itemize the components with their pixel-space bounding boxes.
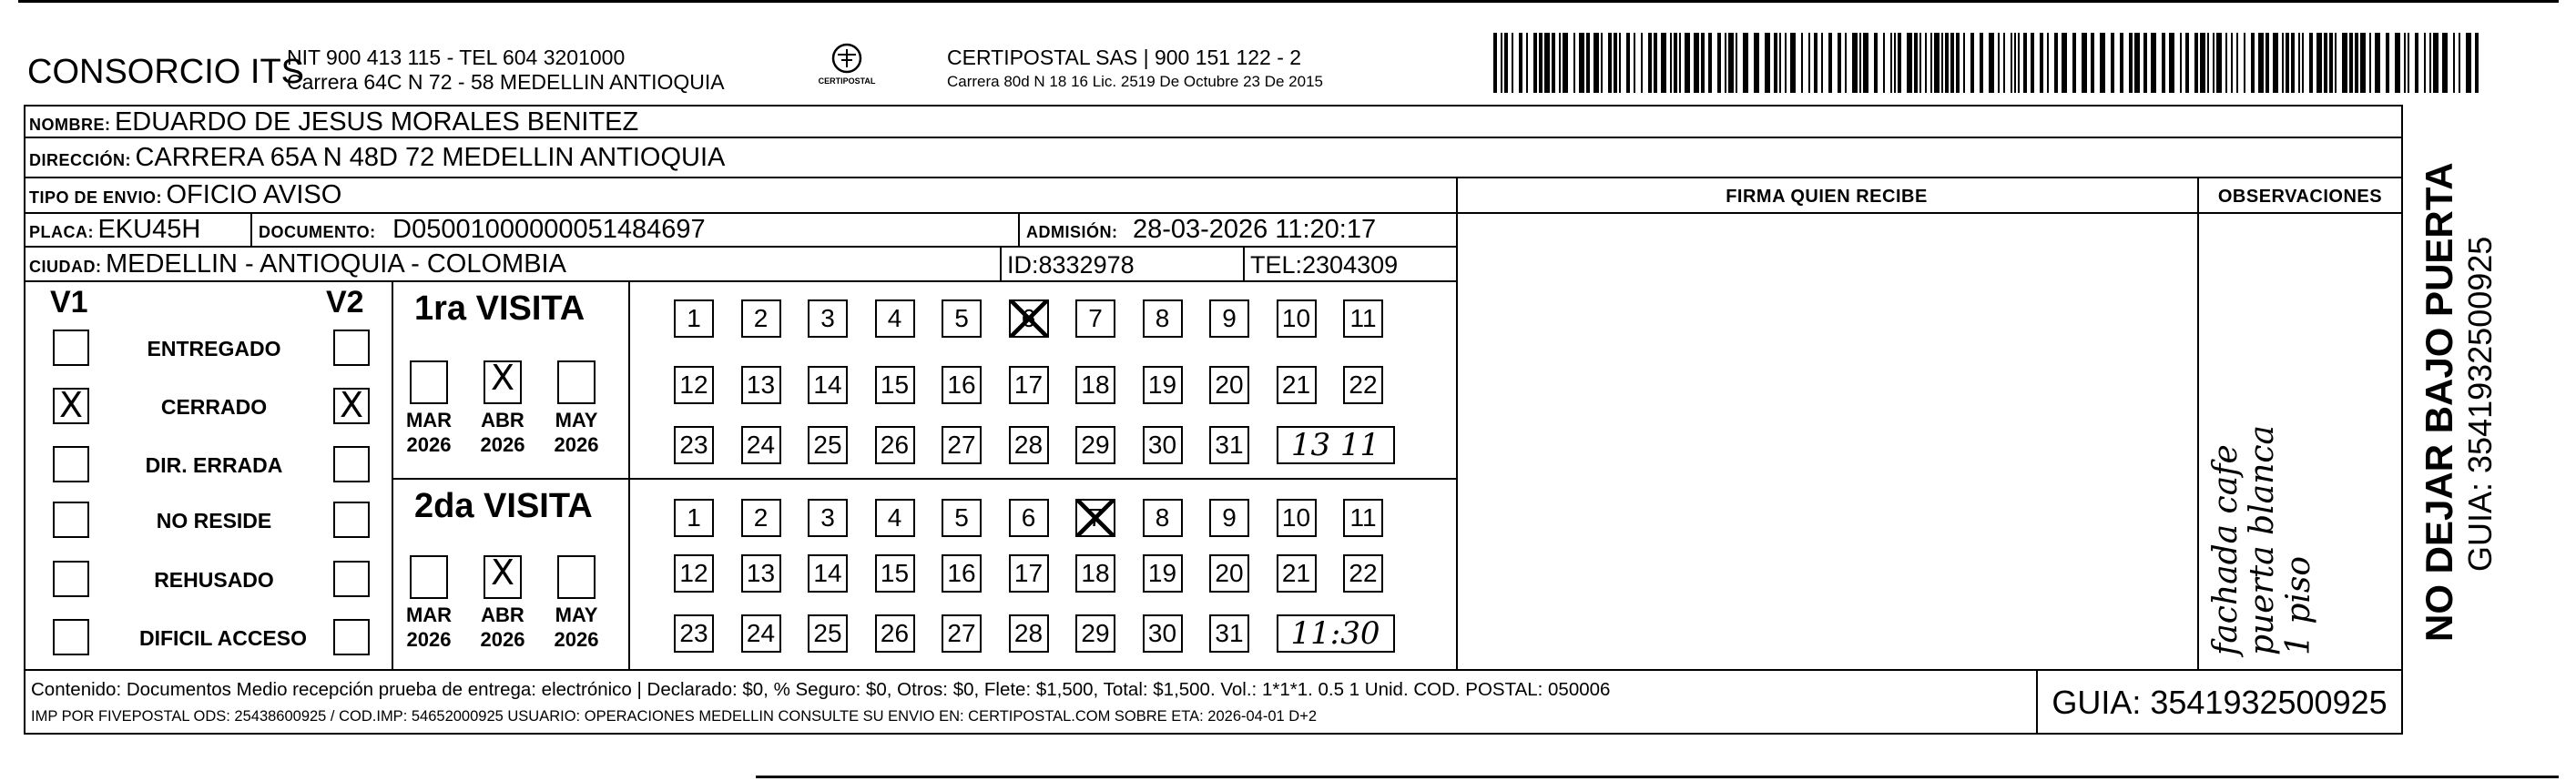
visit-time-box[interactable]: 13 11	[1277, 426, 1395, 464]
barcode-bar	[2298, 33, 2300, 93]
barcode-bar	[1930, 33, 1932, 93]
barcode-bar	[2453, 33, 2455, 93]
day-box[interactable]: 17	[1009, 554, 1049, 593]
barcode-bar	[2324, 33, 2327, 93]
day-box[interactable]: 26	[875, 426, 915, 464]
v1-checkbox[interactable]	[53, 502, 89, 538]
barcode-bar	[1790, 33, 1796, 93]
barcode-bar	[1828, 33, 1832, 93]
barcode-bar	[1801, 33, 1803, 93]
day-box[interactable]: 26	[875, 614, 915, 653]
month-checkbox[interactable]	[557, 360, 596, 404]
barcode-bar	[1573, 33, 1575, 93]
barcode-bar	[1601, 33, 1603, 93]
day-box[interactable]: 4	[875, 499, 915, 537]
barcode-bar	[2062, 33, 2067, 93]
barcode-bar	[2072, 33, 2076, 93]
month-label	[473, 408, 532, 457]
barcode-bar	[2375, 33, 2380, 93]
barcode-bar	[1512, 33, 1513, 93]
barcode-bar	[2040, 33, 2043, 93]
barcode-bar	[2429, 33, 2431, 93]
month-checkbox[interactable]: X	[484, 360, 522, 404]
month-name: MAR	[405, 409, 453, 431]
barcode-bar	[1890, 33, 1892, 93]
day-box[interactable]: 3	[808, 499, 848, 537]
day-box[interactable]: 27	[942, 426, 982, 464]
barcode-bar	[1845, 33, 1847, 93]
barcode-bar	[1934, 33, 1940, 93]
barcode-bar	[2466, 33, 2471, 93]
barcode-bar	[2111, 33, 2114, 93]
barcode-bar	[1894, 33, 1896, 93]
v2-checkbox[interactable]	[333, 330, 370, 366]
barcode-bar	[1765, 33, 1770, 93]
day-box[interactable]: 14	[808, 366, 848, 404]
month-label	[400, 603, 458, 652]
visit1-title: 1ra VISITA	[414, 289, 585, 328]
barcode-bar	[2194, 33, 2198, 93]
observaciones-label: OBSERVACIONES	[2217, 187, 2383, 207]
v1-checkbox[interactable]	[53, 619, 89, 655]
barcode-bar	[1670, 33, 1672, 93]
barcode-bar	[2244, 33, 2245, 93]
barcode-bar	[1998, 33, 2000, 93]
barcode-bar	[1821, 33, 1823, 93]
barcode-bar	[1980, 33, 1983, 93]
barcode-bar	[2213, 33, 2215, 93]
day-box[interactable]: 6	[1009, 299, 1049, 338]
day-box[interactable]: 4	[875, 299, 915, 338]
barcode-bar	[2169, 33, 2174, 93]
day-box[interactable]: 25	[808, 614, 848, 653]
barcode-bar	[2120, 33, 2123, 93]
month-label	[547, 603, 606, 652]
barcode-bar	[1563, 33, 1568, 93]
barcode-bar	[2129, 33, 2133, 93]
month-name: MAY	[555, 604, 598, 626]
month-year: 2026	[406, 433, 452, 456]
barcode-bar	[2207, 33, 2209, 93]
barcode-bar	[1501, 33, 1502, 93]
day-box[interactable]: 5	[942, 299, 982, 338]
barcode-bar	[2335, 33, 2337, 93]
footer-guia: GUIA: 3541932500925	[2052, 684, 2388, 721]
barcode-bar	[2011, 33, 2012, 93]
day-box[interactable]: 10	[1277, 299, 1317, 338]
barcode-bar	[1694, 33, 1699, 93]
barcode-bar	[2054, 33, 2058, 93]
month-year: 2026	[554, 433, 599, 456]
month-checkbox[interactable]: X	[484, 555, 522, 599]
barcode-bar	[1679, 33, 1681, 93]
barcode-bar	[1919, 33, 1921, 93]
observaciones-handwritten	[2208, 328, 2390, 655]
day-box[interactable]: 6	[1009, 499, 1049, 537]
v1-checkbox[interactable]: X	[53, 388, 89, 424]
month-label	[547, 408, 606, 457]
barcode-bar	[2459, 33, 2460, 93]
barcode-bar	[1708, 33, 1712, 93]
ciudad-value: MEDELLIN - ANTIOQUIA - COLOMBIA	[105, 249, 566, 279]
month-year: 2026	[554, 628, 599, 651]
day-box[interactable]: 22	[1343, 366, 1383, 404]
month-name: MAR	[405, 604, 453, 626]
day-box[interactable]: 15	[875, 366, 915, 404]
barcode-bar	[1859, 33, 1861, 93]
barcode-bar	[2180, 33, 2182, 93]
day-box[interactable]: 27	[942, 614, 982, 653]
barcode-bar	[2282, 33, 2284, 93]
barcode-bar	[2291, 33, 2295, 93]
side-guia: GUIA: 3541932500925	[2461, 236, 2499, 572]
visit2-title: 2da VISITA	[414, 487, 593, 525]
day-box[interactable]: 11	[1343, 499, 1383, 537]
barcode-bar	[2100, 33, 2105, 93]
carrier-line2: Carrera 80d N 18 16 Lic. 2519 De Octubre 23 De 2015	[947, 73, 1323, 90]
day-box[interactable]: 31	[1209, 426, 1249, 464]
barcode-bar	[2309, 33, 2313, 93]
barcode-bar	[2258, 33, 2264, 93]
company-line1: NIT 900 413 115 - TEL 604 3201000	[287, 46, 626, 69]
day-box[interactable]: 18	[1075, 554, 1115, 593]
barcode-bar	[1619, 33, 1621, 93]
barcode-bar	[1717, 33, 1721, 93]
day-box[interactable]: 8	[1143, 299, 1183, 338]
status-label: DIR. ERRADA	[145, 453, 283, 477]
day-box[interactable]: 28	[1009, 426, 1049, 464]
day-box[interactable]: 10	[1277, 499, 1317, 537]
barcode-bar	[2014, 33, 2016, 93]
v2-checkbox[interactable]	[333, 446, 370, 482]
direccion-value: CARRERA 65A N 48D 72 MEDELLIN ANTIOQUIA	[135, 143, 726, 172]
barcode-bar	[2408, 33, 2409, 93]
barcode-bar	[1614, 33, 1617, 93]
barcode-bar	[2023, 33, 2027, 93]
barcode-bar	[2225, 33, 2227, 93]
barcode-bar	[1989, 33, 1994, 93]
day-box[interactable]: 31	[1209, 614, 1249, 653]
barcode-bar	[1685, 33, 1690, 93]
ciudad-label: CIUDAD:	[29, 258, 102, 276]
id-value: ID:8332978	[1007, 251, 1135, 279]
firma-area	[1458, 214, 2195, 667]
day-box[interactable]: 7	[1075, 499, 1115, 537]
v2-checkbox[interactable]	[333, 502, 370, 538]
day-box[interactable]: 2	[741, 299, 781, 338]
firma-label: FIRMA QUIEN RECIBE	[1726, 187, 1928, 207]
day-box[interactable]: 1	[674, 299, 714, 338]
barcode	[1493, 33, 2486, 93]
month-year: 2026	[480, 433, 525, 456]
carrier-line1: CERTIPOSTAL SAS | 900 151 122 - 2	[947, 46, 1302, 69]
day-box[interactable]: 9	[1209, 299, 1249, 338]
barcode-bar	[2316, 33, 2322, 93]
barcode-bar	[2082, 33, 2087, 93]
v1-label: V1	[50, 285, 88, 320]
barcode-bar	[1785, 33, 1787, 93]
barcode-bar	[1648, 33, 1652, 93]
status-label: REHUSADO	[154, 568, 274, 592]
documento-label: DOCUMENTO:	[259, 223, 376, 241]
day-box[interactable]: 7	[1075, 299, 1115, 338]
day-box[interactable]: 17	[1009, 366, 1049, 404]
barcode-bar	[1493, 33, 1497, 93]
obs-line-3: 1 piso	[2280, 555, 2317, 655]
barcode-bar	[1736, 33, 1737, 93]
barcode-bar	[1779, 33, 1781, 93]
documento-value: D05001000000051484697	[392, 215, 706, 244]
barcode-bar	[2265, 33, 2269, 93]
v1-checkbox[interactable]	[53, 330, 89, 366]
day-box[interactable]: 12	[674, 554, 714, 593]
barcode-bar	[1945, 33, 1949, 93]
barcode-bar	[2475, 33, 2479, 93]
barcode-bar	[1634, 33, 1635, 93]
barcode-bar	[2003, 33, 2005, 93]
day-box[interactable]: 30	[1143, 426, 1183, 464]
day-box[interactable]: 20	[1209, 554, 1249, 593]
barcode-bar	[1898, 33, 1901, 93]
barcode-bar	[1641, 33, 1643, 93]
barcode-bar	[2200, 33, 2205, 93]
day-box[interactable]: 14	[808, 554, 848, 593]
barcode-bar	[1970, 33, 1974, 93]
barcode-bar	[1874, 33, 1878, 93]
day-box[interactable]: 15	[875, 554, 915, 593]
status-label: NO RESIDE	[156, 509, 272, 532]
barcode-bar	[1701, 33, 1705, 93]
barcode-bar	[1743, 33, 1748, 93]
barcode-bar	[2018, 33, 2020, 93]
barcode-bar	[1774, 33, 1777, 93]
barcode-bar	[1544, 33, 1550, 93]
month-checkbox[interactable]	[410, 555, 448, 599]
admision-value: 28-03-2026 11:20:17	[1132, 215, 1377, 244]
barcode-bar	[1593, 33, 1599, 93]
barcode-bar	[2151, 33, 2156, 93]
day-box[interactable]: 21	[1277, 366, 1317, 404]
barcode-bar	[1963, 33, 1965, 93]
barcode-bar	[1754, 33, 1759, 93]
barcode-bar	[1526, 33, 1528, 93]
top-border-line	[18, 0, 2559, 3]
barcode-bar	[1941, 33, 1943, 93]
barcode-bar	[2404, 33, 2406, 93]
day-box[interactable]: 3	[808, 299, 848, 338]
month-name: ABR	[481, 604, 524, 626]
nombre-label: NOMBRE:	[29, 116, 111, 134]
day-box[interactable]: 24	[741, 426, 781, 464]
day-box[interactable]: 8	[1143, 499, 1183, 537]
nombre-value: EDUARDO DE JESUS MORALES BENITEZ	[114, 107, 639, 137]
day-box[interactable]: 11	[1343, 299, 1383, 338]
side-no-dejar: NO DEJAR BAJO PUERTA	[2418, 162, 2460, 642]
day-box[interactable]: 23	[674, 614, 714, 653]
status-label: ENTREGADO	[147, 337, 281, 360]
barcode-bar	[1728, 33, 1734, 93]
footer-line2: IMP POR FIVEPOSTAL ODS: 25438600925 / COD.IMP: 54652000925 USUARIO: OPERACIONES MEDELLIN CONSULTE SU ENVIO EN: CERTIPOSTAL.COM SOBRE ETA: 2026-04-01 D+2	[31, 708, 1318, 725]
visit-time-box[interactable]: 11:30	[1277, 614, 1395, 653]
day-box[interactable]: 9	[1209, 499, 1249, 537]
v2-label: V2	[326, 285, 364, 320]
barcode-bar	[1552, 33, 1555, 93]
month-year: 2026	[406, 628, 452, 651]
barcode-bar	[2442, 33, 2448, 93]
footer-line1: Contenido: Documentos Medio recepción prueba de entrega: electrónico | Declarado: $0, % Seguro: $0, Otros: $0, Flete: $1,500, Total: $1,500. Vol.: 1*1*1. 0.5 1 Unid. COD. POSTAL: 050006	[31, 679, 1611, 700]
barcode-bar	[2031, 33, 2034, 93]
barcode-bar	[1883, 33, 1885, 93]
barcode-bar	[1725, 33, 1726, 93]
barcode-bar	[2273, 33, 2278, 93]
barcode-bar	[2091, 33, 2094, 93]
barcode-bar	[1579, 33, 1584, 93]
carrier-logo	[801, 40, 892, 95]
day-box[interactable]: 22	[1343, 554, 1383, 593]
barcode-bar	[1907, 33, 1912, 93]
barcode-bar	[1852, 33, 1858, 93]
barcode-bar	[1838, 33, 1841, 93]
v2-checkbox[interactable]	[333, 561, 370, 597]
day-box[interactable]: 18	[1075, 366, 1115, 404]
tipo-envio-value: OFICIO AVISO	[166, 180, 342, 209]
company-line2: Carrera 64C N 72 - 58 MEDELLIN ANTIOQUIA	[287, 70, 725, 94]
day-box[interactable]: 29	[1075, 614, 1115, 653]
month-checkbox[interactable]	[410, 360, 448, 404]
day-box[interactable]: 5	[942, 499, 982, 537]
obs-line-2: puerta blanca	[2244, 425, 2281, 655]
barcode-bar	[2395, 33, 2400, 93]
barcode-bar	[1674, 33, 1677, 93]
barcode-bar	[1950, 33, 1954, 93]
day-box[interactable]: 2	[741, 499, 781, 537]
day-box[interactable]: 24	[741, 614, 781, 653]
barcode-bar	[2162, 33, 2165, 93]
day-box[interactable]: 12	[674, 366, 714, 404]
barcode-bar	[1608, 33, 1612, 93]
barcode-bar	[1914, 33, 1918, 93]
month-label	[400, 408, 458, 457]
barcode-bar	[2143, 33, 2147, 93]
barcode-bar	[2286, 33, 2289, 93]
barcode-bar	[1661, 33, 1666, 93]
month-name: ABR	[481, 409, 524, 431]
barcode-bar	[2236, 33, 2238, 93]
day-box[interactable]: 13	[741, 554, 781, 593]
month-year: 2026	[480, 628, 525, 651]
admision-label: ADMISIÓN:	[1026, 223, 1118, 241]
barcode-bar	[1814, 33, 1817, 93]
barcode-bar	[1956, 33, 1960, 93]
day-box[interactable]: 30	[1143, 614, 1183, 653]
barcode-bar	[1519, 33, 1522, 93]
v1-checkbox[interactable]	[53, 561, 89, 597]
barcode-bar	[2349, 33, 2353, 93]
barcode-bar	[2342, 33, 2347, 93]
status-label: CERRADO	[160, 395, 268, 419]
day-box[interactable]: 13	[741, 366, 781, 404]
barcode-bar	[2302, 33, 2304, 93]
day-box[interactable]: 16	[942, 554, 982, 593]
company-name: CONSORCIO ITS	[27, 53, 305, 91]
placa-value: EKU45H	[97, 215, 201, 244]
v2-checkbox[interactable]: X	[333, 388, 370, 424]
barcode-bar	[1654, 33, 1657, 93]
barcode-bar	[1925, 33, 1927, 93]
day-box[interactable]: 20	[1209, 366, 1249, 404]
v1-checkbox[interactable]	[53, 446, 89, 482]
day-box[interactable]: 1	[674, 499, 714, 537]
tel-value: TEL:2304309	[1250, 251, 1399, 279]
day-box[interactable]: 21	[1277, 554, 1317, 593]
barcode-bar	[2216, 33, 2222, 93]
barcode-bar	[1559, 33, 1561, 93]
barcode-bar	[1586, 33, 1590, 93]
v2-checkbox[interactable]	[333, 619, 370, 655]
barcode-bar	[1533, 33, 1537, 93]
barcode-bar	[2415, 33, 2418, 93]
month-label	[473, 603, 532, 652]
barcode-bar	[2386, 33, 2389, 93]
tipo-envio-label: TIPO DE ENVIO:	[29, 188, 163, 207]
direccion-label: DIRECCIÓN:	[29, 151, 131, 169]
placa-label: PLACA:	[29, 223, 94, 241]
obs-line-1: fachada cafe	[2207, 444, 2245, 655]
day-box[interactable]: 29	[1075, 426, 1115, 464]
barcode-bar	[2134, 33, 2140, 93]
barcode-bar	[1504, 33, 1508, 93]
barcode-bar	[2231, 33, 2233, 93]
barcode-bar	[1626, 33, 1630, 93]
barcode-bar	[2329, 33, 2333, 93]
day-box[interactable]: 16	[942, 366, 982, 404]
barcode-bar	[2424, 33, 2426, 93]
barcode-bar	[2355, 33, 2358, 93]
barcode-bar	[2185, 33, 2189, 93]
barcode-bar	[1539, 33, 1543, 93]
day-box[interactable]: 28	[1009, 614, 1049, 653]
day-box[interactable]: 19	[1143, 554, 1183, 593]
status-label: DIFICIL ACCESO	[138, 626, 307, 650]
day-box[interactable]: 19	[1143, 366, 1183, 404]
month-checkbox[interactable]	[557, 555, 596, 599]
barcode-bar	[1863, 33, 1868, 93]
barcode-bar	[2433, 33, 2439, 93]
month-name: MAY	[555, 409, 598, 431]
barcode-bar	[2360, 33, 2366, 93]
barcode-bar	[2251, 33, 2255, 93]
barcode-bar	[2369, 33, 2371, 93]
barcode-bar	[2047, 33, 2049, 93]
day-box[interactable]: 23	[674, 426, 714, 464]
day-box[interactable]: 25	[808, 426, 848, 464]
bottom-border-line	[756, 776, 2559, 778]
carrier-logo-text: CERTIPOSTAL	[818, 76, 876, 86]
barcode-bar	[1808, 33, 1810, 93]
